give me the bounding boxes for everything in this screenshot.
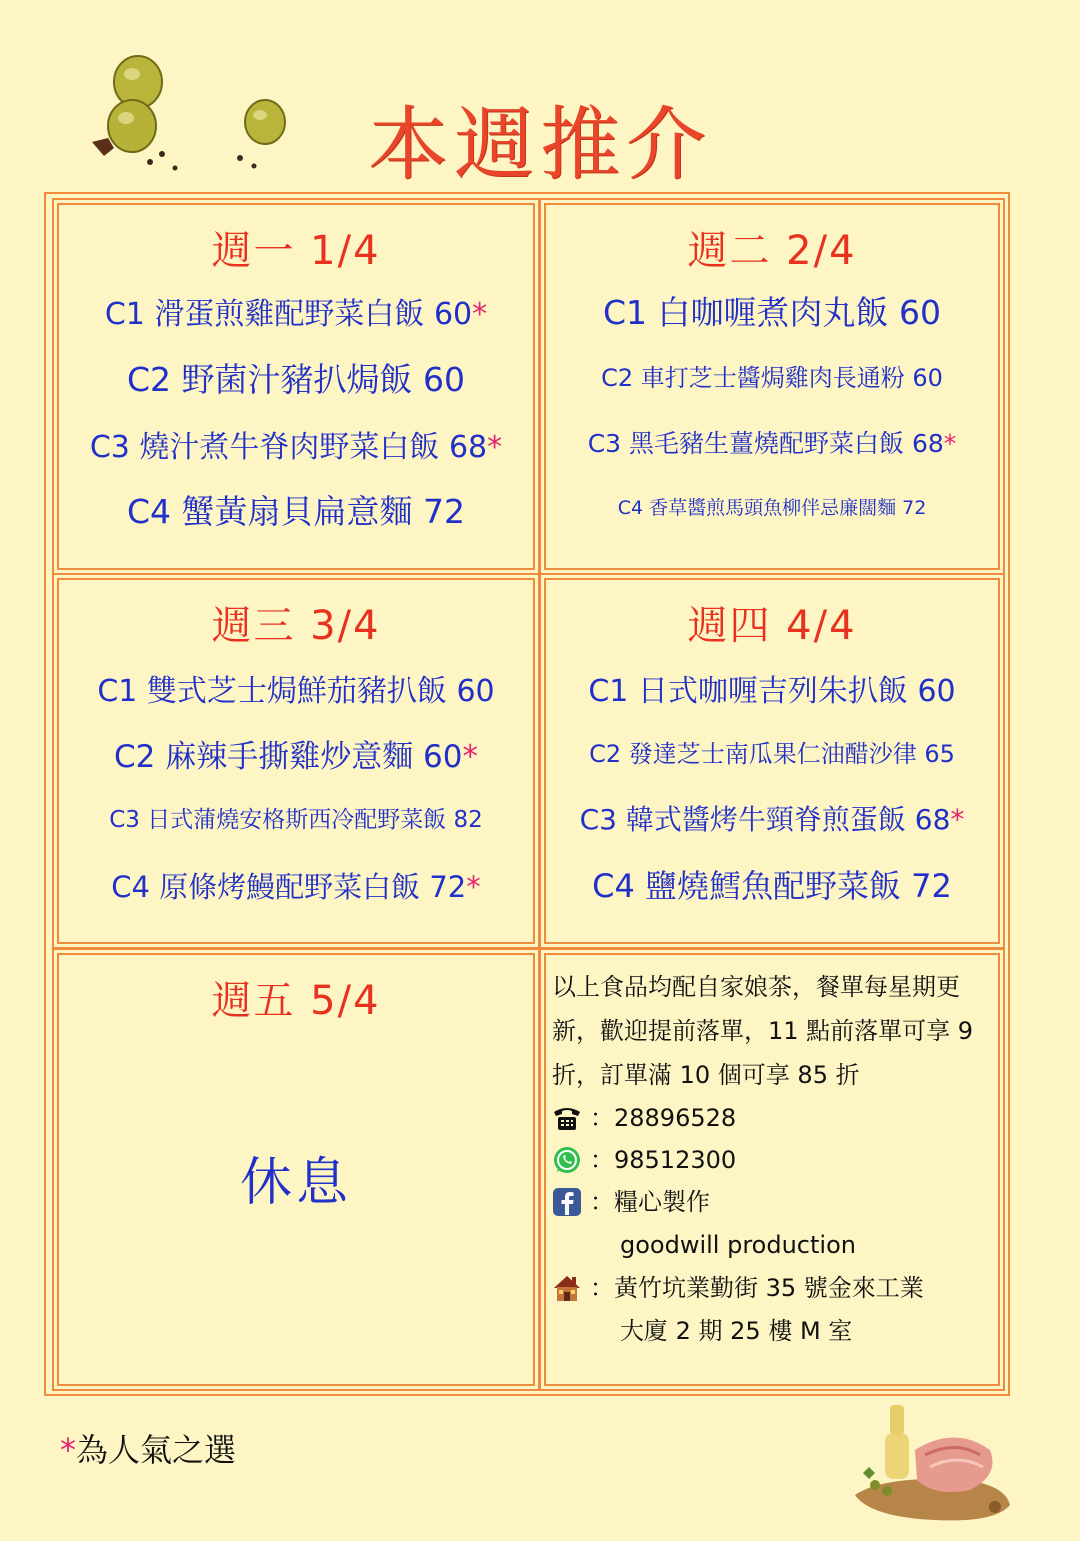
popular-star-icon: * xyxy=(462,739,479,775)
day-cell-thursday xyxy=(544,578,1000,944)
menu-item: C4 原條烤鰻配野菜白飯 72* xyxy=(111,870,481,904)
menu-item: C2 發達芝士南瓜果仁油醋沙律 65 xyxy=(589,740,955,768)
menu-item: C1 雙式芝士焗鮮茄豬扒飯 60 xyxy=(97,674,495,709)
menu-item: C2 野菌汁豬扒焗飯 60 xyxy=(126,360,465,399)
facebook-page-name[interactable]: 糧心製作 xyxy=(614,1188,710,1216)
day-heading: 週五 5/4 xyxy=(211,978,381,1024)
page-title: 本週推介 xyxy=(368,98,712,191)
popular-star-icon: * xyxy=(487,430,503,465)
popular-star-icon: * xyxy=(466,870,481,904)
day-heading: 週四 4/4 xyxy=(687,603,857,649)
footnote xyxy=(60,1425,236,1471)
menu-item: C2 車打芝士醬焗雞肉長通粉 60 xyxy=(601,364,943,392)
facebook-english-name[interactable]: goodwill production xyxy=(620,1231,856,1259)
day-heading: 週二 2/4 xyxy=(687,228,857,274)
menu-item: C1 日式咖喱吉列朱扒飯 60 xyxy=(588,674,956,709)
whatsapp-number[interactable]: 98512300 xyxy=(614,1146,737,1174)
popular-star-icon: * xyxy=(60,1431,76,1469)
contact-separator: ： xyxy=(590,1146,614,1174)
menu-item: C4 蟹黃扇貝扁意麵 72 xyxy=(126,492,465,531)
info-cell xyxy=(544,953,1000,1386)
menu-item: C4 鹽燒鱈魚配野菜飯 72 xyxy=(592,867,952,905)
telephone-icon xyxy=(552,1103,582,1133)
facebook-row xyxy=(552,1181,996,1223)
popular-star-icon: * xyxy=(943,429,957,458)
menu-item: C3 日式蒲燒安格斯西冷配野菜飯 82 xyxy=(109,807,483,833)
popular-star-icon: * xyxy=(472,297,488,332)
footnote-text: 為人氣之選 xyxy=(76,1431,237,1469)
day-cell-monday xyxy=(57,203,535,570)
phone-row xyxy=(552,1097,996,1139)
menu-item: C1 滑蛋煎雞配野菜白飯 60* xyxy=(104,297,488,332)
menu-item: C3 燒汁煮牛脊肉野菜白飯 68* xyxy=(89,430,503,465)
closed-notice: 休息 xyxy=(239,1153,352,1213)
info-panel xyxy=(552,965,996,1353)
ham-illustration xyxy=(845,1395,1015,1525)
contact-separator: ： xyxy=(590,1188,614,1216)
facebook-icon xyxy=(552,1187,582,1217)
menu-item: C4 香草醬煎馬頭魚柳伴忌廉闊麵 72 xyxy=(617,497,927,519)
contact-separator: ： xyxy=(590,1104,614,1132)
menu-item: C3 黑毛豬生薑燒配野菜白飯 68* xyxy=(587,429,957,458)
house-icon xyxy=(552,1273,582,1303)
whatsapp-row xyxy=(552,1139,996,1181)
day-heading: 週三 3/4 xyxy=(211,603,381,649)
day-cell-tuesday xyxy=(544,203,1000,570)
whatsapp-icon xyxy=(552,1145,582,1175)
address-line-1: 黃竹坑業勤街 35 號金來工業 xyxy=(614,1274,924,1302)
phone-number[interactable]: 28896528 xyxy=(614,1104,737,1132)
day-cell-friday xyxy=(57,953,535,1386)
address-line-2: 大廈 2 期 25 樓 M 室 xyxy=(620,1317,853,1345)
ordering-notice: 以上食品均配自家娘茶，餐單每星期更新，歡迎提前落單，11 點前落單可享 9 折，訂單滿 10 個可享 85 折 xyxy=(552,973,974,1089)
popular-star-icon: * xyxy=(950,803,965,836)
address-row xyxy=(552,1267,996,1309)
menu-item: C1 白咖喱煮肉丸飯 60 xyxy=(602,293,941,332)
day-cell-wednesday xyxy=(57,578,535,944)
menu-item: C2 麻辣手撕雞炒意麵 60* xyxy=(113,739,479,775)
day-heading: 週一 1/4 xyxy=(211,228,381,274)
contact-separator: ： xyxy=(590,1274,614,1302)
menu-item: C3 韓式醬烤牛頸脊煎蛋飯 68* xyxy=(579,803,965,836)
